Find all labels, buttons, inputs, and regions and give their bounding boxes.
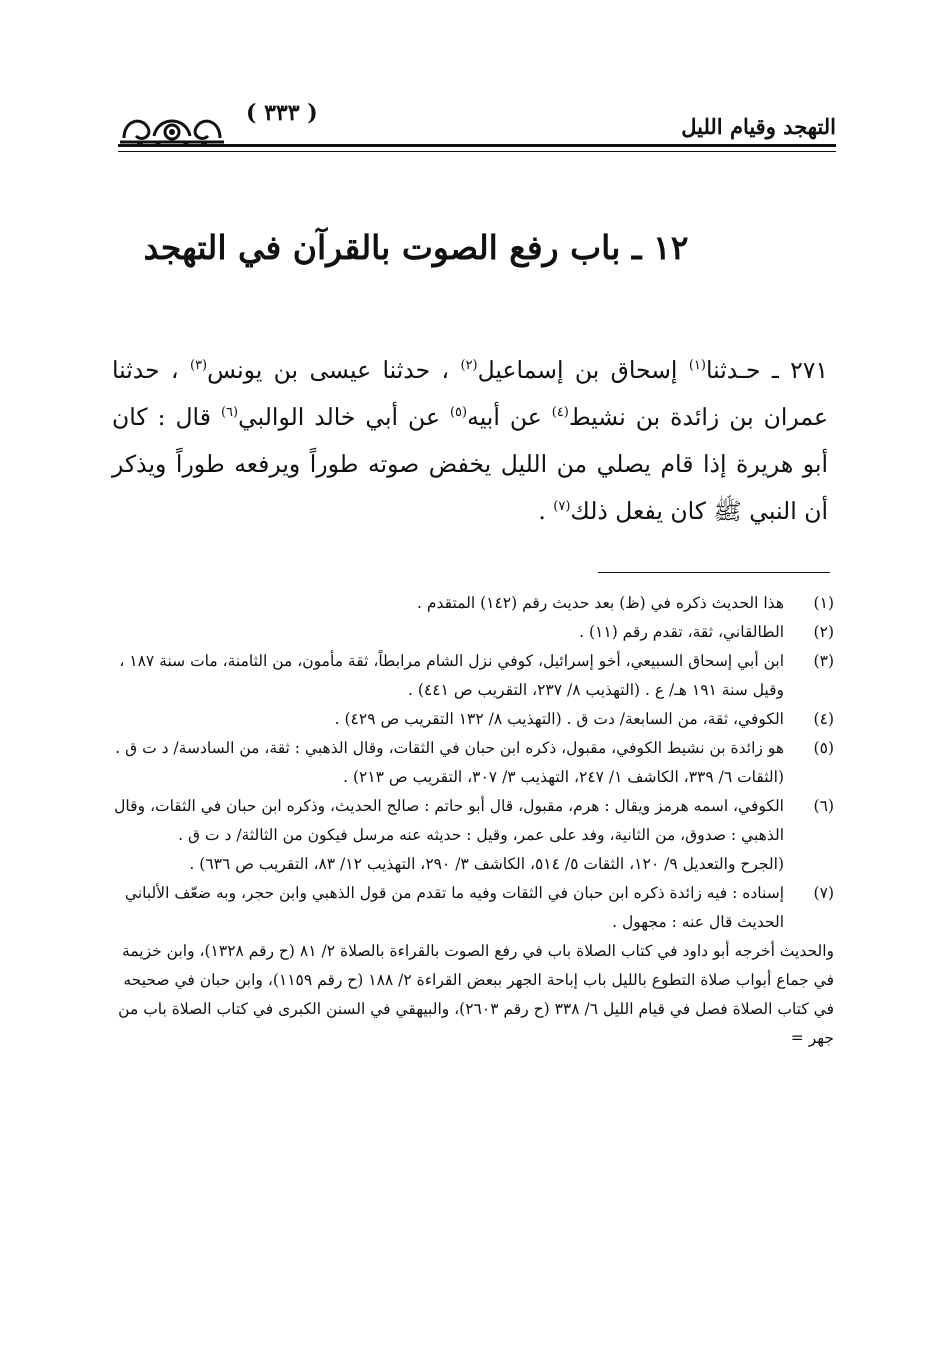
hadith-segment: عن أبيه xyxy=(467,403,552,431)
footnote-number: (٧) xyxy=(813,884,834,902)
footnote-text: هو زائدة بن نشيط الكوفي، مقبول، ذكره ابن حبان في الثقات، وقال الذهبي : ثقة، من السادسة/ د ت ق . xyxy=(115,739,784,757)
chapter-heading: ١٢ ـ باب رفع الصوت بالقرآن في التهجد xyxy=(143,228,689,267)
footnote-text: الكوفي، اسمه هرمز ويقال : هرم، مقبول، قال أبو حاتم : صالح الحديث، وذكره ابن حبان في الثقات، وقال الذهبي : صدوق، من الثانية، وفد على عمر، وقيل : حديثه عنه مرسل فيكون من الثالثة/ د ت ق . xyxy=(114,797,784,844)
footnote-marker[interactable]: (١) xyxy=(688,358,706,374)
footnote xyxy=(112,792,834,879)
page-header xyxy=(118,100,836,160)
footnote-marker[interactable]: (٤) xyxy=(551,405,569,421)
footnote-number: (٣) xyxy=(813,652,834,670)
footnote-number: (٥) xyxy=(813,739,834,757)
footnote-number: (٤) xyxy=(813,710,834,728)
footnote-marker[interactable]: (٢) xyxy=(460,358,478,374)
hadith-segment: إسحاق بن إسماعيل xyxy=(477,356,689,384)
footnote-continuation: والحديث أخرجه أبو داود في كتاب الصلاة باب في رفع الصوت بالقراءة بالصلاة ٢/ ٨١ (ح رقم ١٣٢٨)، وابن خزيمة في جماع أبواب صلاة التطوع بالليل باب إباحة الجهر ببعض القراءة ٢/ ١٨٨ (ح رقم ١١٥٩)، وابن حبان في صحيحه في كتاب الصلاة فصل في قيام الليل ٦/ ٣٣٨ (ح رقم ٢٦٠٣)، والبيهقي في السنن الكبرى في كتاب الصلاة باب من جهر = xyxy=(118,942,834,1047)
hadith-text xyxy=(112,347,828,535)
running-title: التهجد وقيام الليل xyxy=(681,114,836,139)
footnote-marker[interactable]: (٦) xyxy=(220,405,239,421)
footnote-reference: (الجرح والتعديل ٩/ ١٢٠، الثقات ٥/ ٥١٤، الكاشف ٣/ ٢٩٠، التهذيب ١٢/ ٨٣، التقريب ص ٦٣٦) . xyxy=(189,855,784,873)
hadith-segment: عن أبي خالد الوالبي xyxy=(238,403,450,431)
footnote xyxy=(112,618,834,647)
footnote xyxy=(112,589,834,618)
hadith-segment: ، حدثنا عيسى بن يونس xyxy=(207,356,461,384)
hadith-segment: ٢٧١ ـ حـدثنا xyxy=(705,356,829,384)
footnote-text: ابن أبي إسحاق السبيعي، أخو إسرائيل، كوفي نزل الشام مرابطاً، ثقة مأمون، من الثامنة، مات سنة ١٨٧ ، وقيل سنة ١٩١ هـ/ ع . (التهذيب ٨/ ٢٣٧، التقريب ص ٤٤١) . xyxy=(119,652,784,699)
hadith-segment: ، حدثنا عمران بن زائدة بن نشيط xyxy=(112,356,828,431)
footnote-marker[interactable]: (٧) xyxy=(553,499,571,515)
footnote xyxy=(112,734,834,792)
hadith-segment: . xyxy=(538,497,554,525)
footnote-text: إسناده : فيه زائدة ذكره ابن حبان في الثقات وفيه ما تقدم من قول الذهبي وابن حجر، وبه ضعّف الألباني الحديث قال عنه : مجهول . xyxy=(124,884,784,931)
footnote-marker[interactable]: (٥) xyxy=(449,405,468,421)
hadith-segment: قال : كان أبو هريرة إذا قام يصلي من الليل يخفض صوته طوراً ويرفعه طوراً ويذكر أن النبي ﷺ كان يفعل ذلك xyxy=(112,403,828,525)
footnote-text: هذا الحديث ذكره في (ظ) بعد حديث رقم (١٤٢) المتقدم . xyxy=(417,594,784,612)
footnote-text: الكوفي، ثقة، من السابعة/ دت ق . (التهذيب ٨/ ١٣٢ التقريب ص ٤٢٩) . xyxy=(334,710,784,728)
footnote-divider xyxy=(598,572,830,573)
footnote-number: (٦) xyxy=(813,797,834,815)
footnote-number: (١) xyxy=(813,594,834,612)
footnote-number: (٢) xyxy=(813,623,834,641)
header-rule-thick xyxy=(118,144,836,147)
page-number: ( ٣٣٣ ) xyxy=(246,100,318,126)
header-rule-thin xyxy=(118,151,836,152)
footnote-text: الطالقاني، ثقة، تقدم رقم (١١) . xyxy=(579,623,784,641)
footnote xyxy=(112,705,834,734)
footnote-reference: (الثقات ٦/ ٣٣٩، الكاشف ١/ ٢٤٧، التهذيب ٣/ ٣٠٧، التقريب ص ٢١٣) . xyxy=(343,768,784,786)
footnote-marker[interactable]: (٣) xyxy=(189,358,208,374)
footnote xyxy=(112,879,834,937)
footnote xyxy=(112,647,834,705)
footnotes xyxy=(112,589,834,1053)
